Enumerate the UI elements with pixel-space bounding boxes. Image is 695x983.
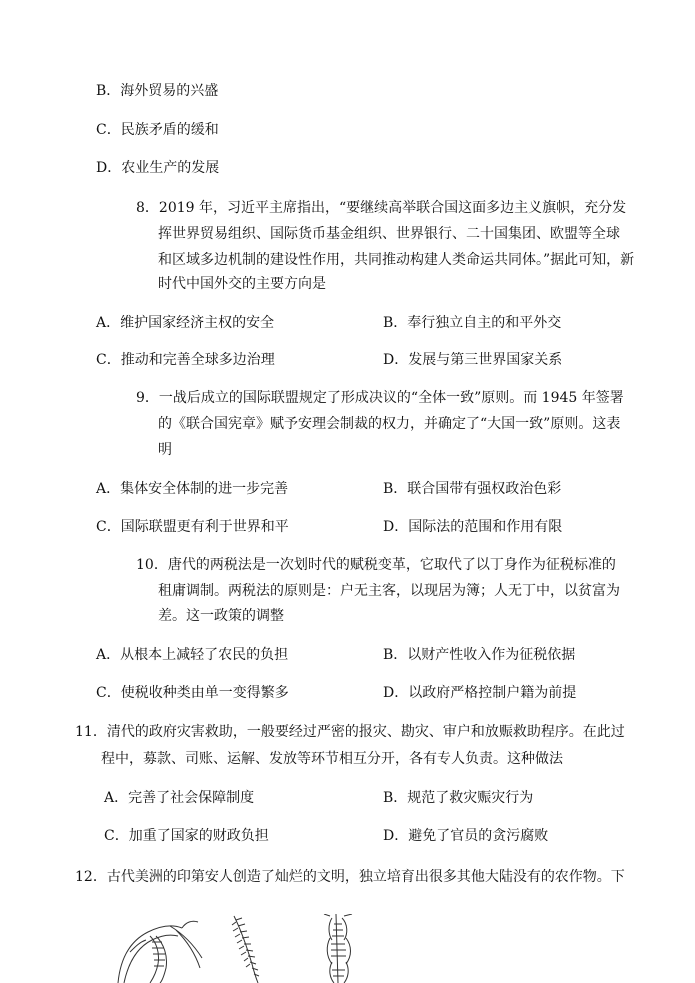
q11-stem-line: 程中，募款、司账、运解、发放等环节相互分开，各有专人负责。这种做法	[101, 751, 563, 767]
q9-stem-line: 9．一战后成立的国际联盟规定了形成决议的“全体一致”原则。而 1945 年签署	[136, 390, 624, 406]
q8-stem-line: 8．2019 年，习近平主席指出，“要继续高举联合国这面多边主义旗帜，充分发	[136, 200, 627, 216]
q10-stem-line: 租庸调制。两税法的原则是：户无主客，以现居为簿；人无丁中，以贫富为	[158, 583, 620, 599]
q10-stem-line: 差。这一政策的调整	[158, 608, 284, 624]
q10-stem-line: 10．唐代的两税法是一次划时代的赋税变革，它取代了以丁身作为征税标准的	[136, 557, 616, 573]
q9-stem-line: 的《联合国宪章》赋予安理会制裁的权力，并确定了“大国一致”原则。这表	[158, 416, 621, 432]
q12-stem-line: 12．古代美洲的印第安人创造了灿烂的文明，独立培育出很多其他大陆没有的农作物。下	[75, 869, 625, 885]
q11-option-a: A．完善了社会保障制度	[104, 790, 255, 806]
q8-stem-line: 挥世界贸易组织、国际货币基金组织、世界银行、二十国集团、欧盟等全球	[158, 226, 620, 242]
q10-option-a: A．从根本上减轻了农民的负担	[96, 647, 289, 663]
q10-option-c: C．使税收种类由单一变得繁多	[96, 685, 289, 701]
q8-stem-line: 和区域多边机制的建设性作用，共同推动构建人类命运共同体。”据此可知，新	[158, 252, 635, 268]
q9-option-c: C．国际联盟更有利于世界和平	[96, 519, 289, 535]
q8-option-c: C．推动和完善全球多边治理	[96, 352, 275, 368]
q7-option-b: B．海外贸易的兴盛	[96, 83, 219, 99]
q9-option-a: A．集体安全体制的进一步完善	[96, 481, 289, 497]
q10-option-b: B．以财产性收入作为征税依据	[383, 647, 576, 663]
q8-option-a: A．维护国家经济主权的安全	[96, 315, 275, 331]
q8-stem-line: 时代中国外交的主要方向是	[158, 276, 326, 292]
q11-option-c: C．加重了国家的财政负担	[104, 828, 269, 844]
q8-option-b: B．奉行独立自主的和平外交	[383, 315, 562, 331]
q7-option-c: C．民族矛盾的缓和	[96, 122, 219, 138]
q11-stem-line: 11．清代的政府灾害救助，一般要经过严密的报灾、勘灾、审户和放赈救助程序。在此过	[75, 724, 625, 740]
q7-option-d: D．农业生产的发展	[96, 160, 220, 176]
q9-stem-line: 明	[158, 442, 172, 458]
q11-option-b: B．规范了救灾赈灾行为	[383, 790, 534, 806]
q8-option-d: D．发展与第三世界国家关系	[383, 352, 563, 368]
crop-illustration-wheat-icon	[322, 914, 364, 983]
crop-illustration-millet-icon	[226, 914, 272, 983]
q9-option-d: D．国际法的范围和作用有限	[383, 519, 563, 535]
q10-option-d: D．以政府严格控制户籍为前提	[383, 685, 577, 701]
q11-option-d: D．避免了官员的贪污腐败	[383, 828, 549, 844]
q9-option-b: B．联合国带有强权政治色彩	[383, 481, 562, 497]
crop-illustration-maize-icon	[110, 912, 210, 983]
